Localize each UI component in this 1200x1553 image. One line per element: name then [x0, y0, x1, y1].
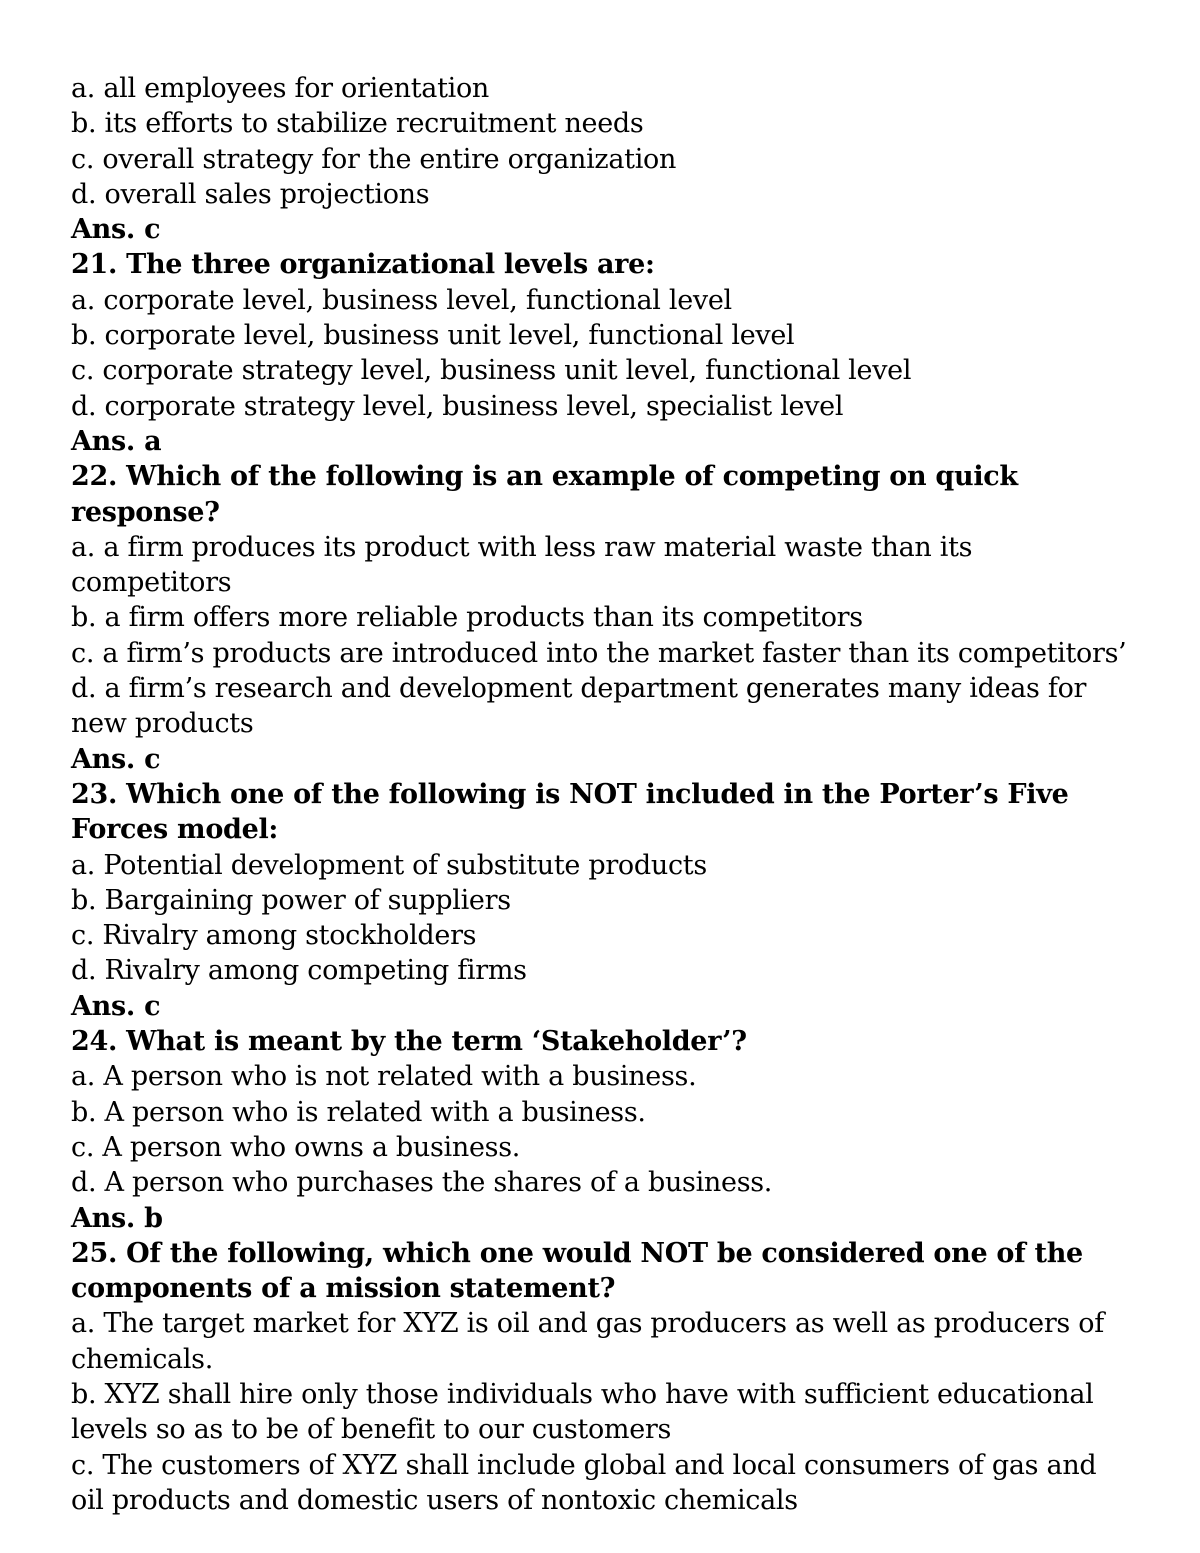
option-line: a. A person who is not related with a business.	[71, 1061, 697, 1093]
option-line: d. a firm’s research and development department generates many ideas for new products	[71, 673, 1087, 740]
option-line: b. a firm offers more reliable products than its competitors	[71, 602, 863, 634]
option-line: d. A person who purchases the shares of a business.	[71, 1167, 773, 1199]
answer-line: Ans. b	[71, 1202, 163, 1234]
option-line: a. Potential development of substitute products	[71, 849, 707, 881]
question-line: 21. The three organizational levels are:	[71, 249, 655, 281]
option-line: b. Bargaining power of suppliers	[71, 884, 511, 916]
option-line: a. corporate level, business level, functional level	[71, 284, 732, 316]
option-line: c. A person who owns a business.	[71, 1131, 521, 1163]
option-line: c. Rivalry among stockholders	[71, 920, 477, 952]
question-line: 25. Of the following, which one would NOT be considered one of the components of a mission statement?	[71, 1237, 1083, 1305]
option-line: a. a firm produces its product with less raw material waste than its competitors	[71, 531, 973, 599]
option-line: b. its efforts to stabilize recruitment needs	[71, 108, 644, 140]
answer-line: Ans. c	[71, 743, 161, 775]
question-line: 22. Which of the following is an example of competing on quick response?	[71, 461, 1018, 528]
option-line: d. corporate strategy level, business level, specialist level	[71, 390, 844, 422]
option-line: d. Rivalry among competing firms	[71, 955, 527, 987]
option-line: c. overall strategy for the entire organization	[71, 143, 677, 175]
option-line: a. The target market for XYZ is oil and gas producers as well as producers of chemicals.	[71, 1308, 1104, 1375]
option-line: b. A person who is related with a business.	[71, 1096, 646, 1128]
option-line: c. a firm’s products are introduced into the market faster than its competitors’	[71, 637, 1127, 669]
answer-line: Ans. a	[71, 425, 162, 457]
question-line: 24. What is meant by the term ‘Stakeholder’?	[71, 1026, 747, 1058]
document-page	[71, 71, 1131, 1518]
option-line: c. corporate strategy level, business unit level, functional level	[71, 355, 912, 387]
question-line: 23. Which one of the following is NOT included in the Porter’s Five Forces model:	[71, 778, 1069, 846]
option-line: a. all employees for orientation	[71, 73, 489, 104]
answer-line: Ans. c	[71, 214, 161, 246]
option-line: d. overall sales projections	[71, 178, 430, 210]
option-line: c. The customers of XYZ shall include global and local consumers of gas and oil products and domestic users of nontoxic chemicals	[71, 1449, 1097, 1516]
option-line: b. XYZ shall hire only those individuals who have with sufficient educational levels so as to be of benefit to our customers	[71, 1378, 1094, 1446]
option-line: b. corporate level, business unit level, functional level	[71, 320, 795, 352]
answer-line: Ans. c	[71, 990, 161, 1022]
